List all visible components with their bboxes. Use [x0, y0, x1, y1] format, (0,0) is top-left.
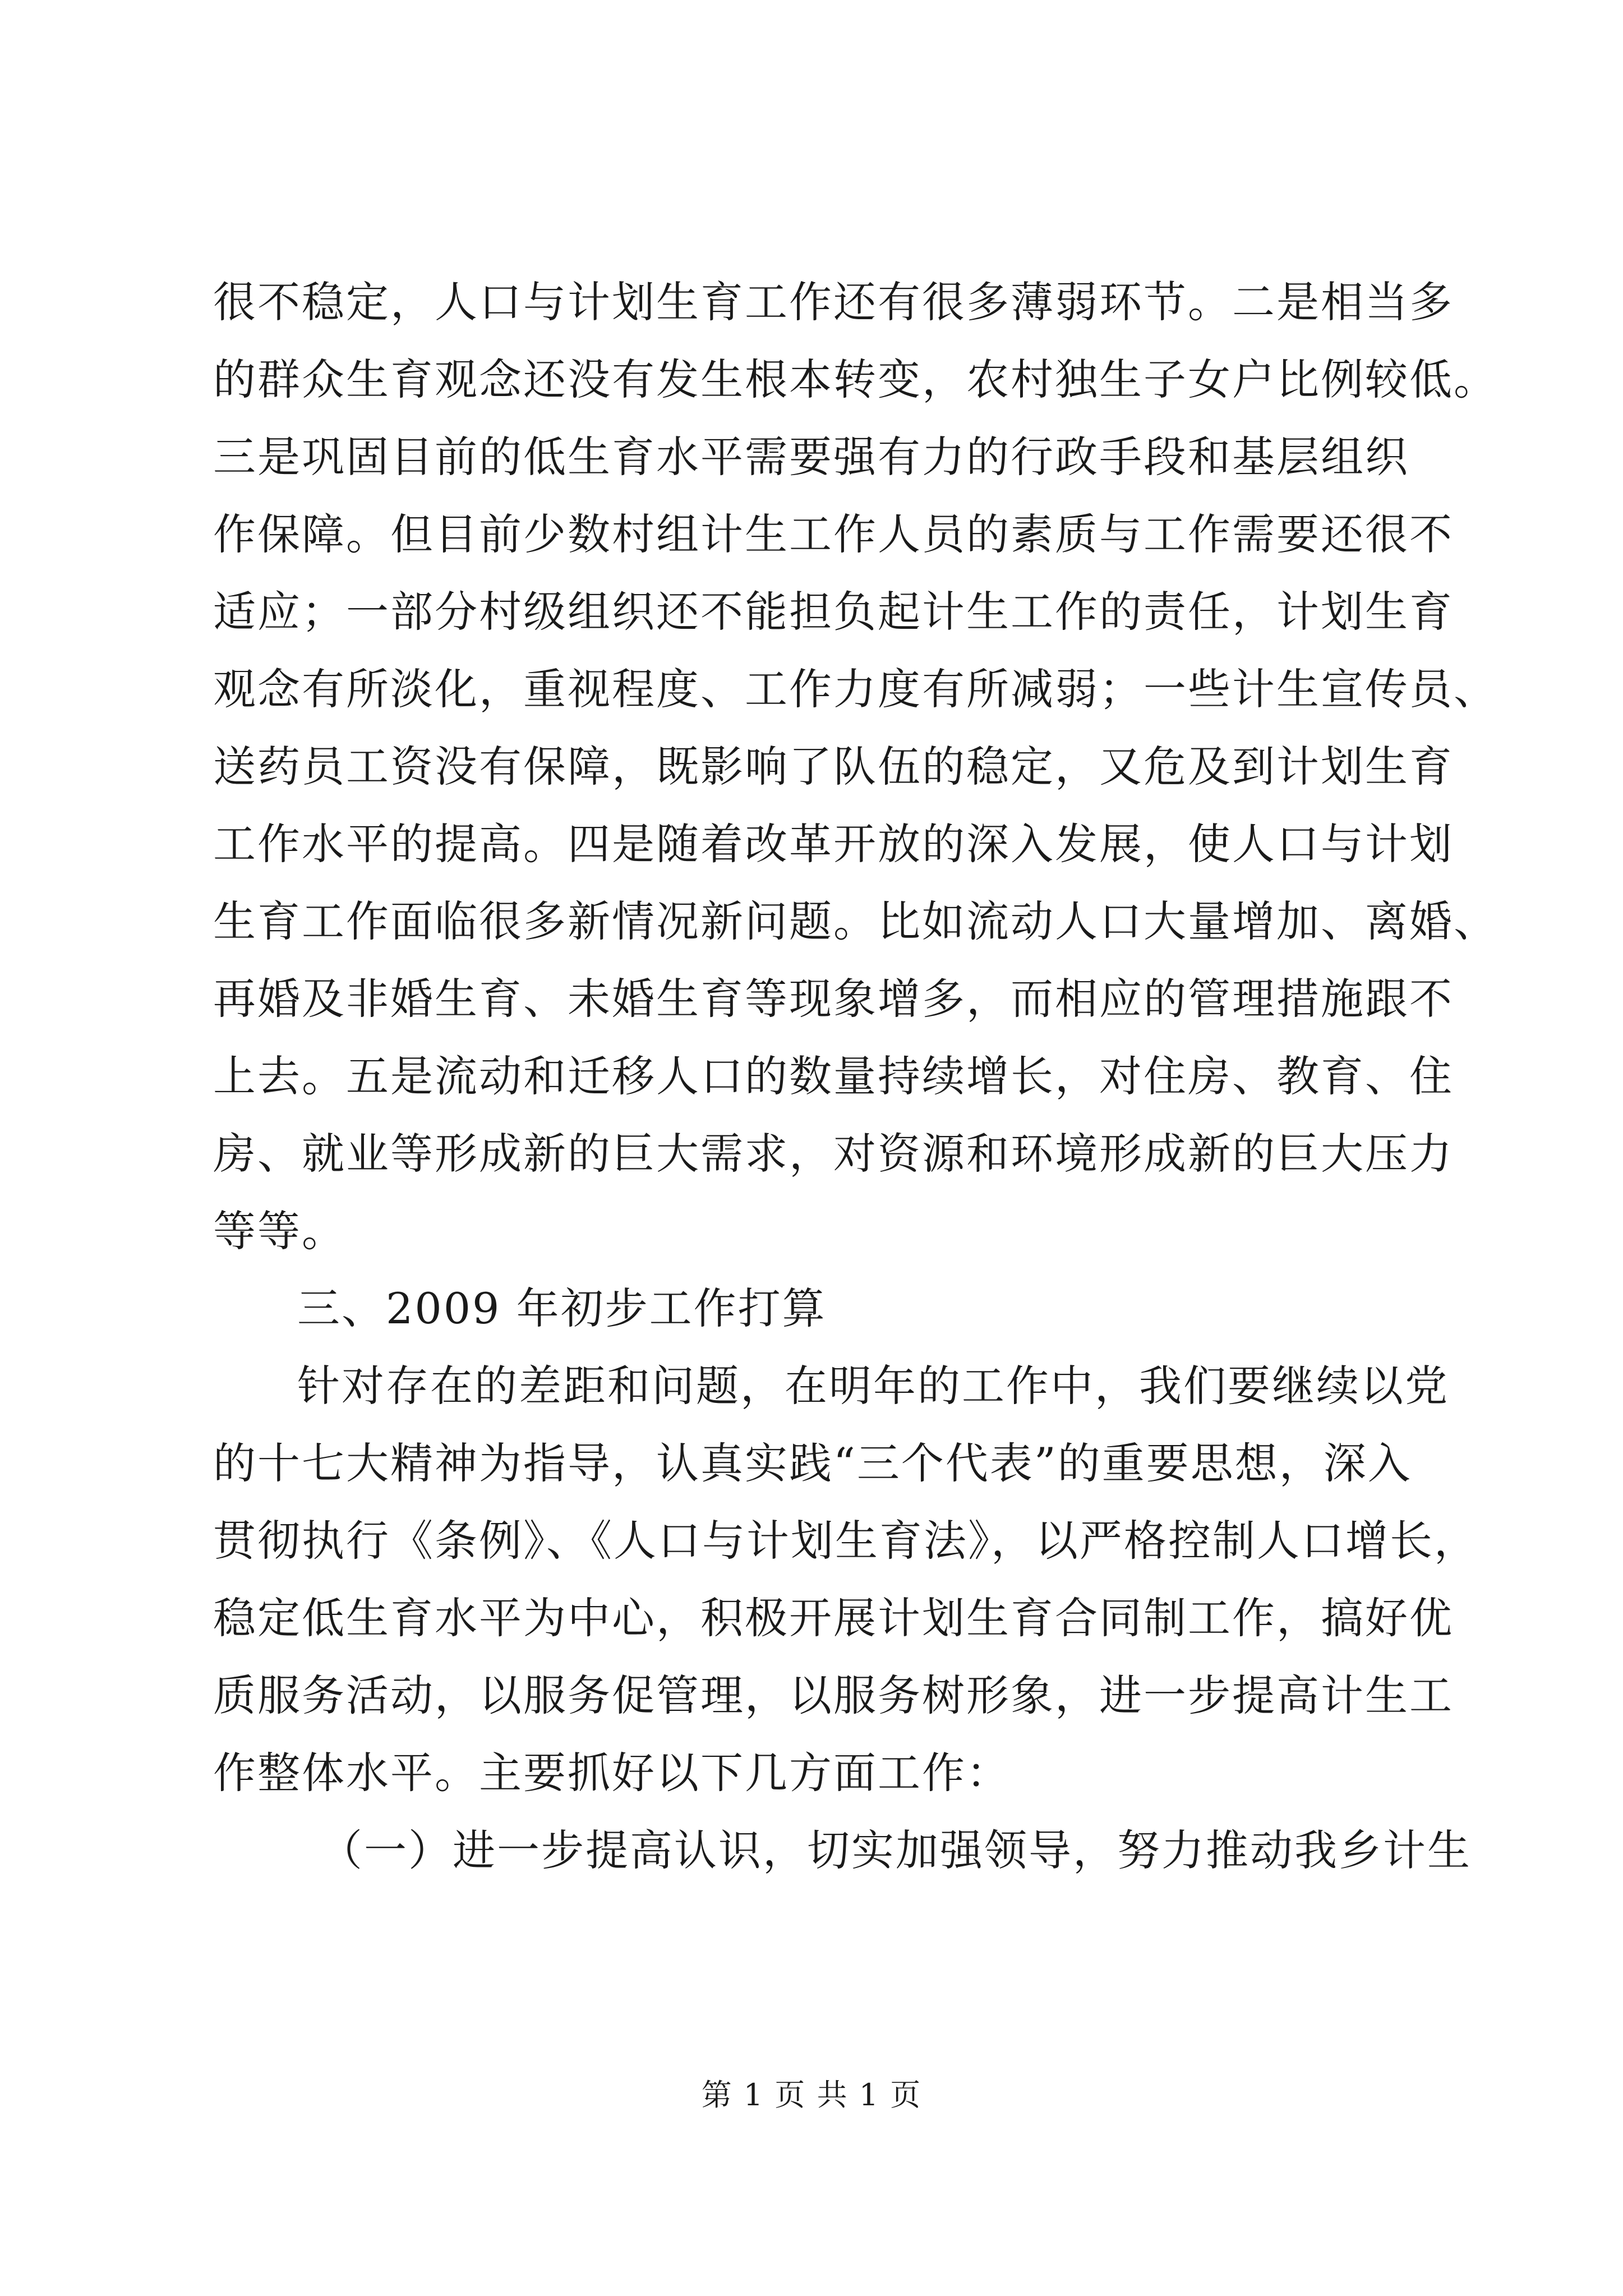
text-line: 作保障。但目前少数村组计生工作人员的素质与工作需要还很不: [213, 509, 1454, 559]
section-heading: 三、2009 年初步工作打算: [297, 1283, 827, 1333]
page-footer: 第 1 页 共 1 页: [701, 2077, 922, 2113]
text-line: 工作水平的提高。四是随着改革开放的深入发展，使人口与计划: [213, 819, 1454, 869]
text-line: 生育工作面临很多新情况新问题。比如流动人口大量增加、离婚、: [213, 896, 1498, 946]
text-line: 上去。五是流动和迁移人口的数量持续增长，对住房、教育、住: [213, 1051, 1454, 1101]
text-line: 作整体水平。主要抓好以下几方面工作：: [213, 1748, 1011, 1798]
text-line: 房、就业等形成新的巨大需求，对资源和环境形成新的巨大压力: [213, 1129, 1454, 1179]
text-line: 送药员工资没有保障，既影响了队伍的稳定，又危及到计划生育: [213, 742, 1454, 792]
text-line: 很不稳定，人口与计划生育工作还有很多薄弱环节。二是相当多: [213, 277, 1454, 327]
text-line: 的十七大精神为指导，认真实践“三个代表”的重要思想，深入: [213, 1438, 1412, 1488]
text-line: 再婚及非婚生育、未婚生育等现象增多，而相应的管理措施跟不: [213, 974, 1454, 1024]
text-line: 稳定低生育水平为中心，积极开展计划生育合同制工作，搞好优: [213, 1593, 1454, 1643]
text-line: 观念有所淡化，重视程度、工作力度有所减弱；一些计生宣传员、: [213, 664, 1498, 714]
text-line: 贯彻执行《条例》、《人口与计划生育法》，以严格控制人口增长，: [213, 1516, 1478, 1566]
body-text: [213, 264, 1498, 1889]
text-line: 的群众生育观念还没有发生根本转变，农村独生子女户比例较低。: [213, 355, 1498, 404]
text-line: 等等。: [213, 1206, 346, 1256]
paragraph-start-line: 针对存在的差距和问题，在明年的工作中，我们要继续以党: [297, 1361, 1449, 1411]
text-line: 质服务活动，以服务促管理，以服务树形象，进一步提高计生工: [213, 1671, 1454, 1720]
subsection-heading: （一）进一步提高认识，切实加强领导，努力推动我乡计生: [320, 1825, 1472, 1875]
text-line: 适应；一部分村级组织还不能担负起计生工作的责任，计划生育: [213, 587, 1454, 637]
text-line: 三是巩固目前的低生育水平需要强有力的行政手段和基层组织: [213, 432, 1409, 482]
